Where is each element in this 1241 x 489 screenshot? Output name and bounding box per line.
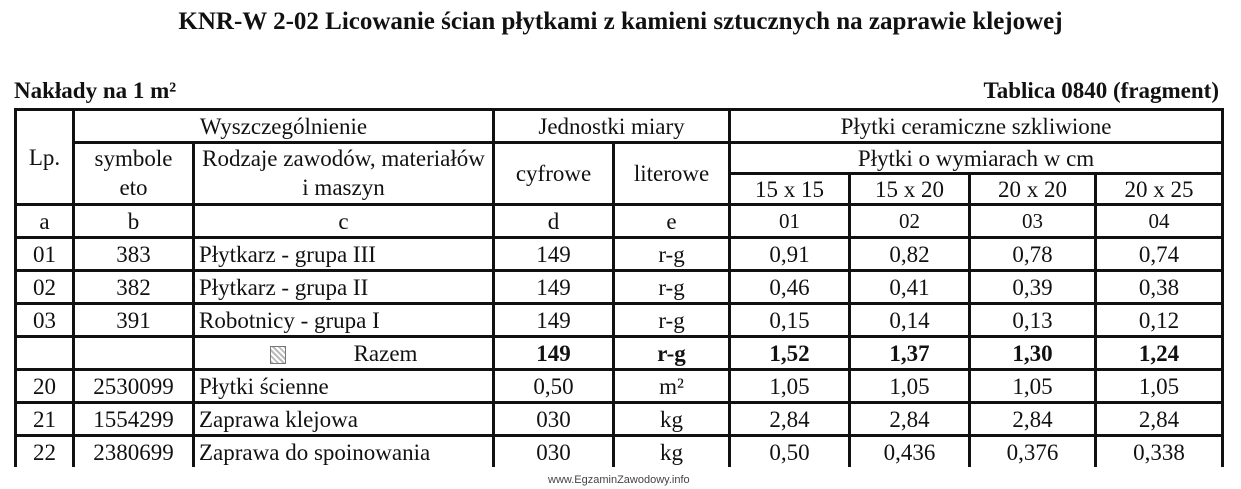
- document-title: KNR-W 2-02 Licowanie ścian płytkami z kamieni sztucznych na zaprawie klejowej: [178, 8, 1063, 35]
- header-size: 15 x 20: [850, 174, 970, 205]
- cell-value: 2,84: [1096, 403, 1223, 436]
- header-literowe: literowe: [614, 143, 730, 205]
- cell-value: 1,37: [850, 337, 970, 370]
- cell-lp: 22: [16, 436, 74, 468]
- cell-value: 0,338: [1096, 436, 1223, 468]
- cell-literowe: r-g: [614, 238, 730, 271]
- cell-lp: [16, 337, 74, 370]
- header-wyszczegolnienie: Wyszczególnienie: [74, 110, 494, 143]
- cell-value: 0,41: [850, 271, 970, 304]
- cell-eto: 391: [74, 304, 194, 337]
- code-cell: d: [494, 205, 614, 238]
- header-size: 20 x 25: [1096, 174, 1223, 205]
- cell-value: 0,39: [970, 271, 1096, 304]
- cell-value: 0,14: [850, 304, 970, 337]
- cell-eto: 2530099: [74, 370, 194, 403]
- cell-value: 1,52: [730, 337, 850, 370]
- cell-literowe: kg: [614, 403, 730, 436]
- cell-name: Płytkarz - grupa III: [194, 238, 494, 271]
- knr-table: [14, 108, 1224, 467]
- cell-eto: 383: [74, 238, 194, 271]
- cell-literowe: kg: [614, 436, 730, 468]
- table-row: [16, 238, 1223, 271]
- code-cell: b: [74, 205, 194, 238]
- table-row-razem: [16, 337, 1223, 370]
- table-row: [16, 370, 1223, 403]
- table-row: [16, 436, 1223, 468]
- cell-value: 2,84: [850, 403, 970, 436]
- cell-value: 0,91: [730, 238, 850, 271]
- cell-value: 0,13: [970, 304, 1096, 337]
- cell-name: Płytki ścienne: [194, 370, 494, 403]
- cell-eto: [74, 337, 194, 370]
- cell-value: 0,15: [730, 304, 850, 337]
- cell-lp: 03: [16, 304, 74, 337]
- cell-value: 0,46: [730, 271, 850, 304]
- cell-value: 2,84: [970, 403, 1096, 436]
- code-cell: 03: [970, 205, 1096, 238]
- cell-value: 1,30: [970, 337, 1096, 370]
- cell-value: 1,05: [970, 370, 1096, 403]
- header-size: 20 x 20: [970, 174, 1096, 205]
- code-cell: c: [194, 205, 494, 238]
- cell-value: 0,78: [970, 238, 1096, 271]
- naklady-label: Nakłady na 1 m²: [14, 78, 177, 103]
- header-symbole-eto: symbole eto: [74, 143, 194, 205]
- cell-name: Zaprawa do spoinowania: [194, 436, 494, 468]
- header-cyfrowe: cyfrowe: [494, 143, 614, 205]
- cell-value: 1,05: [1096, 370, 1223, 403]
- cell-value: 1,05: [850, 370, 970, 403]
- cell-cyfrowe: 149: [494, 271, 614, 304]
- stamp-icon: [270, 346, 286, 364]
- cell-value: 0,12: [1096, 304, 1223, 337]
- cell-value: 1,24: [1096, 337, 1223, 370]
- cell-cyfrowe: 149: [494, 304, 614, 337]
- table-row: [16, 304, 1223, 337]
- cell-cyfrowe: 030: [494, 436, 614, 468]
- cell-literowe: m²: [614, 370, 730, 403]
- razem-label: Razem: [353, 340, 418, 366]
- cell-cyfrowe: 149: [494, 238, 614, 271]
- cell-lp: 21: [16, 403, 74, 436]
- cell-eto: 1554299: [74, 403, 194, 436]
- header-size: 15 x 15: [730, 174, 850, 205]
- code-cell: a: [16, 205, 74, 238]
- cell-literowe: r-g: [614, 304, 730, 337]
- cell-cyfrowe: 030: [494, 403, 614, 436]
- cell-name: Płytkarz - grupa II: [194, 271, 494, 304]
- watermark: www.EgzaminZawodowy.info: [548, 474, 690, 486]
- cell-value: 0,38: [1096, 271, 1223, 304]
- table-row: [16, 271, 1223, 304]
- header-wymiary: Płytki o wymiarach w cm: [730, 143, 1223, 174]
- table-row: [16, 403, 1223, 436]
- code-cell: 02: [850, 205, 970, 238]
- cell-literowe: r-g: [614, 271, 730, 304]
- tablica-label: Tablica 0840 (fragment): [983, 78, 1219, 103]
- cell-eto: 382: [74, 271, 194, 304]
- cell-value: 0,82: [850, 238, 970, 271]
- cell-name: Zaprawa klejowa: [194, 403, 494, 436]
- code-cell: 01: [730, 205, 850, 238]
- cell-name: Robotnicy - grupa I: [194, 304, 494, 337]
- cell-lp: 01: [16, 238, 74, 271]
- cell-cyfrowe: 149: [494, 337, 614, 370]
- cell-value: 1,05: [730, 370, 850, 403]
- header-jednostki: Jednostki miary: [494, 110, 730, 143]
- header-lp: Lp.: [16, 110, 74, 205]
- header-plytki: Płytki ceramiczne szkliwione: [730, 110, 1223, 143]
- cell-name: [194, 337, 494, 370]
- cell-cyfrowe: 0,50: [494, 370, 614, 403]
- cell-literowe: r-g: [614, 337, 730, 370]
- cell-lp: 02: [16, 271, 74, 304]
- header-rodzaje: Rodzaje zawodów, materiałów i maszyn: [194, 143, 494, 205]
- code-cell: e: [614, 205, 730, 238]
- cell-value: 0,74: [1096, 238, 1223, 271]
- cell-value: 2,84: [730, 403, 850, 436]
- cell-value: 0,436: [850, 436, 970, 468]
- cell-lp: 20: [16, 370, 74, 403]
- code-cell: 04: [1096, 205, 1223, 238]
- cell-value: 0,376: [970, 436, 1096, 468]
- cell-value: 0,50: [730, 436, 850, 468]
- cell-eto: 2380699: [74, 436, 194, 468]
